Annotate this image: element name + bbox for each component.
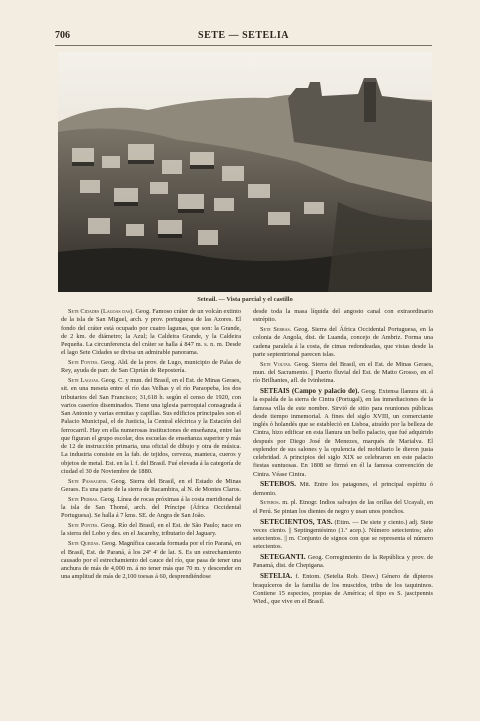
entry-headword: Sete Voltas.: [260, 360, 292, 368]
entry-paragraph: [253, 361, 433, 386]
entry-paragraph: [253, 480, 433, 498]
photo-caption: Seteail. — Vista parcial y el castillo: [197, 296, 293, 303]
entry-paragraph: [253, 326, 433, 359]
entry-continuation: [253, 308, 433, 325]
entry-headword: Sete Passagens.: [68, 477, 108, 485]
entry-text: Geog. Línea de rocas próximas á la costa meridional de la isla de San Thomé, arch. del Príncipe (África Occidental Portuguesa). Se halla á 7 kms. SE. de Angra de San João.: [61, 495, 241, 520]
entry-text: desde toda la masa líquida del angosto canal con extraordinario estrépito.: [253, 308, 433, 324]
page-number: 706: [55, 30, 70, 41]
entry-headword: Sete Pedras.: [68, 495, 99, 503]
entry-text: Geog. Sierra del África Occidental Portuguesa, en la colonia de Angola, dist. de Luanda, concejo de Ambriz. Forma una cadena paralela á la costa, de cimas redondeadas, que vistas desde la parte septentrional parecen islas.: [253, 326, 433, 358]
entry-text: Geog. Sierra del Brasil, en el Estado de Minas Geraes. Es una parte de la sierra de Itacambira, al N. de Montes Claros.: [61, 477, 241, 494]
page-header: [55, 30, 432, 44]
entry-paragraph: [61, 540, 241, 581]
entry-headword: SETEGANTI.: [260, 552, 306, 562]
entry-text: Geog. Famoso cráter de un volcán extinto de la isla de San Miguel, arch. y prov. portuguesa de las Azores. El fondo del cráter está ocupado por cuatro lagunas, que son: la Grande, de 2 km. de diámetro; la Azul; la Caldeira Grande, y la Caldeira Pequeña. La circunferencia del cráter se halla á 847 m. s. n. m. Desde el lago Sete Cidades se divisa un admirable panorama.: [61, 308, 241, 357]
entry-headword: SETECIENTOS, TAS.: [260, 516, 333, 526]
entry-text: Mit. Entre los patagones, el principal espíritu ó demonio.: [253, 481, 433, 497]
entry-text: Geog. Corregimiento de la República y prov. de Panamá, dist. de Chepigana.: [253, 554, 433, 570]
entry-paragraph: [61, 496, 241, 521]
entry-text: Geog. Ald. de la prov. de Lugo, municipio de Palas de Rey, ayuda de parr. de San Ciprián de Repostería.: [61, 359, 241, 375]
entry-paragraph: [253, 387, 433, 479]
right-column: [253, 308, 433, 608]
entry-text: Geog. C. y mun. del Brasil, en el Est. de Minas Geraes, sit. en una meseta entre el río das Velhas y el río Paraopeba, los dos tributarios del San Francisco; 31,618 h. según el censo de 1920, con varios caseríos diseminados. Tiene una iglesia parroquial consagrada á San Antonio y varias ermitas y capillas. Sus edificios principales son el Palacio Municipal, el de Justicia, la Central eléctrica y la Estación del ferrocarril. Hay en ella numerosas instituciones de enseñanza, entre las que figuran el grupo escolar, dos escuelas de enseñanza superior y más de 12 de instrucción primaria, una oficial de dibujo y otra de música. La industria consiste en la fab. de tejidos, cerveza, manteca, cueros y objetos de metal. Est. en la l. f. del Brasil. Fué elevada á la categoría de ciudad el 30 de Noviembre de 1880.: [61, 377, 241, 475]
entry-headword: SETEBOS.: [260, 479, 297, 489]
entry-paragraph: [61, 478, 241, 495]
entry-text: Geog. Río del Brasil, en el Est. de São Paulo; nace en la sierra del Lobo y des. en el Jacarehy, tributario del Jaguary.: [61, 522, 242, 538]
entry-paragraph: [253, 518, 433, 552]
photo-illustration: [58, 52, 432, 292]
entry-headword: Sete Pontes.: [68, 522, 99, 530]
entry-paragraph: [61, 522, 241, 539]
entry-headword: Setebos.: [260, 499, 281, 507]
entry-text: Geog. Extensa llanura sit. á la espalda de la sierra de Cintra (Portugal), en las inmediaciones de la famosa villa de este nombre. Sirvió de sitio para reuniones públicas desde tiempo inmemorial. A fines del siglo XVIII, un comerciante inglés ó holandés que se estableció en Lisboa, atraído por la belleza de Cintra, hizo edificar en esta llanura un bello palacio, que fué adquirido después por Diego José de Menezes, marqués de Marialva. El esplendor de sus salones y la opulencia del mobiliario le dieron justa celebridad. A principios del siglo XIX se celebraron en este palacio fiestas suntuosas. En 1808 se firmó en él la famosa convención de Cintra. Véase Cintra.: [253, 388, 433, 478]
entry-paragraph: [61, 308, 241, 358]
left-column: [61, 308, 241, 583]
entry-headword: SETEAIS (Campo y palacio de).: [260, 387, 360, 396]
entry-text: m. pl. Etnogr. Indios salvajes de las orillas del Ucayali, en el Perú. Se pintan los dientes de negro y usan unos ponchos.: [253, 499, 433, 515]
entry-headword: Sete Serras.: [260, 326, 292, 334]
entry-text: Geog. Sierra del Brasil, en el Est. de Minas Geraes, mun. del Sacramento. || Puerto fluvial del Est. de Matto Grosso, en el río Brilhantes, afl. de Ivinheima.: [253, 360, 433, 385]
entry-headword: SETELIA.: [260, 572, 293, 581]
entry-headword: Sete Cidades (Lagoas das).: [68, 308, 134, 315]
entry-paragraph: [253, 499, 433, 516]
entry-text: f. Entom. (Setelia Rob. Desv.) Género de dípteros braquíceros de la familia de los muscidos, tribu de los taquininos. Contiene 15 especies, propias de América; el tipo es S. jascipennis Wied., que vive en el Brasil.: [253, 573, 433, 605]
entry-headword: Sete Lagoas.: [68, 377, 100, 385]
entry-paragraph: [61, 377, 241, 476]
running-head: SETE — SETELIA: [198, 30, 289, 41]
text-columns: [61, 308, 435, 708]
entry-text: Geog. Magnífica cascada formada por el río Paraná, en el Brasil, Est. de Paraná, á los 24º 4' de lat. S. Es un estrechamiento causado por el estrechamiento del cauce del río, que pasa de tener una anchura de más de 4,000 m. á no tener más que 70 m. y descender en una amplitud de más de 2,100 toesas á 60, desprendiéndose: [61, 540, 241, 581]
header-rule: [55, 45, 432, 46]
entry-paragraph: [253, 553, 433, 571]
entry-headword: Sete Quedas.: [68, 540, 100, 548]
entry-text: (Etim. — De siete y ciento.) adj. Siete veces ciento. || Septingentésimo (1.ª acep.). Número setecientos; año setecientos. || m. Conjunto de signos con que se representa el número setecientos.: [253, 518, 434, 551]
entry-paragraph: [61, 359, 241, 376]
entry-paragraph: [253, 572, 433, 606]
entry-headword: Sete Fontes.: [68, 359, 99, 367]
town-photograph: [58, 52, 432, 292]
